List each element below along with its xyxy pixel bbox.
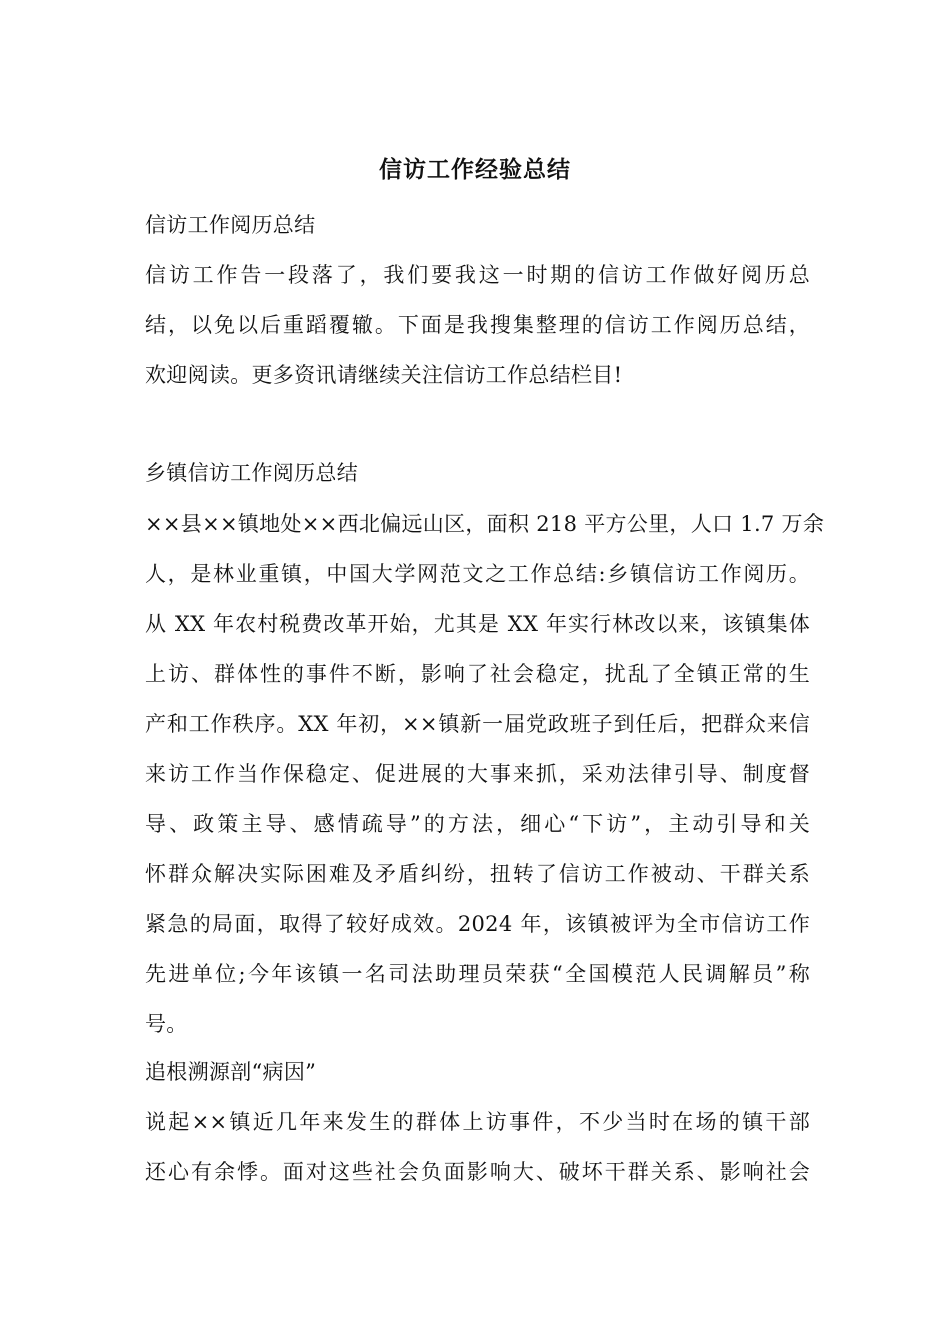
paragraph-line: ××县××镇地处××西北偏远山区，面积 218 平方公里，人口 1.7 万余 [145,512,825,536]
paragraph-line: 还心有余悸。面对这些社会负面影响大、破坏干群关系、影响社会 [145,1160,810,1184]
paragraph-line: 人，是林业重镇，中国大学网范文之工作总结:乡镇信访工作阅历。 [145,562,810,586]
document-title: 信访工作经验总结 [379,156,571,183]
subheading-line: 乡镇信访工作阅历总结 [145,461,358,485]
paragraph-line: 先进单位;今年该镇一名司法助理员荣获“全国模范人民调解员”称 [145,962,810,986]
paragraph-line: 怀群众解决实际困难及矛盾纠纷，扭转了信访工作被动、干群关系 [145,862,810,886]
paragraph-line: 导、政策主导、感情疏导”的方法，细心“下访”，主动引导和关 [145,812,810,836]
paragraph-line: 来访工作当作保稳定、促进展的大事来抓，采劝法律引导、制度督 [145,762,810,786]
subheading-line: 信访工作阅历总结 [145,213,316,237]
paragraph-line: 信访工作告一段落了，我们要我这一时期的信访工作做好阅历总 [145,263,810,287]
paragraph-line: 紧急的局面，取得了较好成效。2024 年，该镇被评为全市信访工作 [145,912,810,936]
paragraph-line: 欢迎阅读。更多资讯请继续关注信访工作总结栏目! [145,363,623,387]
paragraph-line: 从 XX 年农村税费改革开始，尤其是 XX 年实行林改以来，该镇集体 [145,612,810,636]
paragraph-line: 产和工作秩序。XX 年初，××镇新一届党政班子到任后，把群众来信 [145,712,810,736]
subheading-line: 追根溯源剖“病因” [145,1060,317,1084]
paragraph-line: 号。 [145,1012,188,1036]
paragraph-line: 结，以免以后重蹈覆辙。下面是我搜集整理的信访工作阅历总结， [145,313,810,337]
paragraph-line: 说起××镇近几年来发生的群体上访事件，不少当时在场的镇干部 [145,1110,810,1134]
paragraph-line: 上访、群体性的事件不断，影响了社会稳定，扰乱了全镇正常的生 [145,662,810,686]
